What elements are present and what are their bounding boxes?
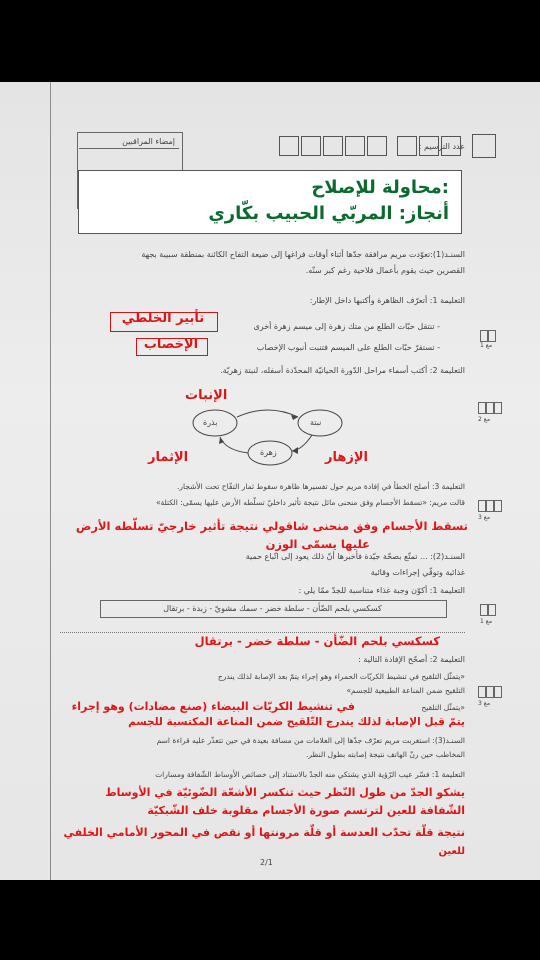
page-number: 2/1 [260,858,273,867]
registration-box-right [472,134,496,158]
part2-context-line2: غذائية وتوقّي إجراءات وقائية [370,568,465,577]
part3-context: السنـد(3): استغربت مريم تعرّف جدّها إلى العلامات من مسافة بعيدة في حين تتعذّر عليه قراءة اسم [156,736,465,745]
answer3-explanation-line4: للعين [438,846,465,857]
part1-task3-line2: قالت مريم: «تسقط الأجسام وفق منحنى مائل نتيجة تأثير داخليّ تسلّطه الأرض عليها يسمّى: الكتلة» [155,498,465,507]
score-box-2: مع 2 [478,402,508,426]
answer-pollination: تأبير الخلطي [121,311,205,326]
part2-task2-line2: التلقيح ضمن المناعة الطبيعية للجسم» [346,686,465,695]
part1-task2: التعليمة 2: أكتب أسماء مراحل الدّورة الحياتيّة المحدّدة أسفله، لنبتة زهريّة. [220,366,465,375]
cycle-flower: زهرة [260,448,277,457]
part2-task2: التعليمة 2: أصحّح الإفادة التالية : [358,655,465,664]
part1-task3: التعليمة 3: أصلح الخطأ في إفادة مريم حول تفسيرها ظاهرة سقوط ثمار التفّاح تحت الأشجار. [176,482,465,491]
score-box-4: مع 1 [480,604,508,628]
answer3-explanation-line1: يشكو الجدّ من طول النّظر حيث تنكسر الأشعّة الضّوئيّة في الأوساط [105,786,465,799]
answer-line [60,632,465,633]
answer3-line2: عليها يسمّى الوزن [265,537,370,551]
part1-task1: التعليمة 1: أتعرّف الظاهرة وأكتبها داخل الإطار: [309,296,465,305]
part2-task2-line1: «يتمثّل التلقيح في تنشيط الكريّات الحمراء وهو إجراء يتمّ بعد الإصابة لذلك يندرج [217,672,465,681]
answer2-line1: في تنشيط الكريّات البيضاء (صنع مضادات) وهو إجراء [71,700,355,713]
score-box-3: مع 3 [478,500,508,524]
answer3-explanation-line2: الشّفافة للعين لترتسم صورة الأجسام مقلوبة خلف الشّبكيّة [147,804,465,817]
part1-task1-line1: - تنتقل حبّات الطلع من متك زهرة إلى ميسم زهرة أخرى [253,322,440,331]
part2-context: السنـد(2): ... تمتّع بصحّة جيّدة فأخبرها أنّ ذلك يعود إلى اتّباع حمية [245,552,465,561]
answer-fruiting: الإثمار [148,450,189,465]
cycle-plant: نبتة [310,418,322,427]
part1-task1-line2: - تستقرّ حبّات الطلع على الميسم فتنبت أنبوب الإخصاب [256,343,440,352]
answer-germination: الإنبات [185,388,228,403]
answer3-line1: تسقط الأجسام وفق منحنى شاقولي نتيجة تأثير خارجيّ تسلّطه الأرض [75,519,468,533]
answer-meal: كسكسي بلحم الضّأن - سلطة خضر - برتقال [194,634,440,648]
banner-title: محاولة للإصلاح: [311,177,449,198]
registration-number-label: عدد الترسيم : [418,142,465,151]
part1-context-line2: القصرين حيث يقوم بأعمال فلاحية رغم كبر سنّه. [305,266,465,275]
score-box-1: مع 1 [480,330,508,350]
divider [79,148,179,149]
cycle-seed: بذرة [203,418,218,427]
correction-banner [78,170,462,234]
banner-author: أنجاز: المربّي الحبيب بكّاري [208,203,449,224]
answer2-line2: يتمّ قبل الإصابة لذلك يندرج التّلقيح ضمن المناعة المكتسبة للجسم [128,716,465,728]
answer-fertilization: الإخصاب [143,337,199,352]
invigilators-signature-label: إمضاء المراقبين [122,137,175,146]
part1-context: السنـد(1):تعوّدت مريم مرافقة جدّها أثناء أوقات فراغها إلى ضيعة التفاح الكائنة بمنطقة سبيبة بجهة [141,250,465,259]
part2-task2-line3: «يتمثّل التلقيح [421,703,465,712]
part2-task1: التعليمة 1: أكوّن وجبة غذاء متناسبة للجدّ ممّا يلي : [298,586,465,595]
answer3-explanation-line3: نتيجة قلّة تحدّب العدسة أو قلّة مرونتها أو نقص في المحور الأمامي الخلفي [63,826,465,839]
answer-flowering: الإزهار [325,450,368,465]
part3-task1: التعليمة 1: فسّر عيب الرّؤية الذي يشتكي منه الجدّ بالاستناد إلى خصائص الأوساط الشّفافة ومسارات [155,770,465,779]
part3-context-line2: المخاطب حين رنّ الهاتف نتيجة إصابته بطول النظر. [305,750,465,759]
margin-line [50,82,51,880]
score-box-5: مع 3 [478,686,508,710]
meal-options: كسكسي بلحم الضّأن - سلطة خضر - سمك مشويّ - زبدة - برتقال [163,604,382,613]
